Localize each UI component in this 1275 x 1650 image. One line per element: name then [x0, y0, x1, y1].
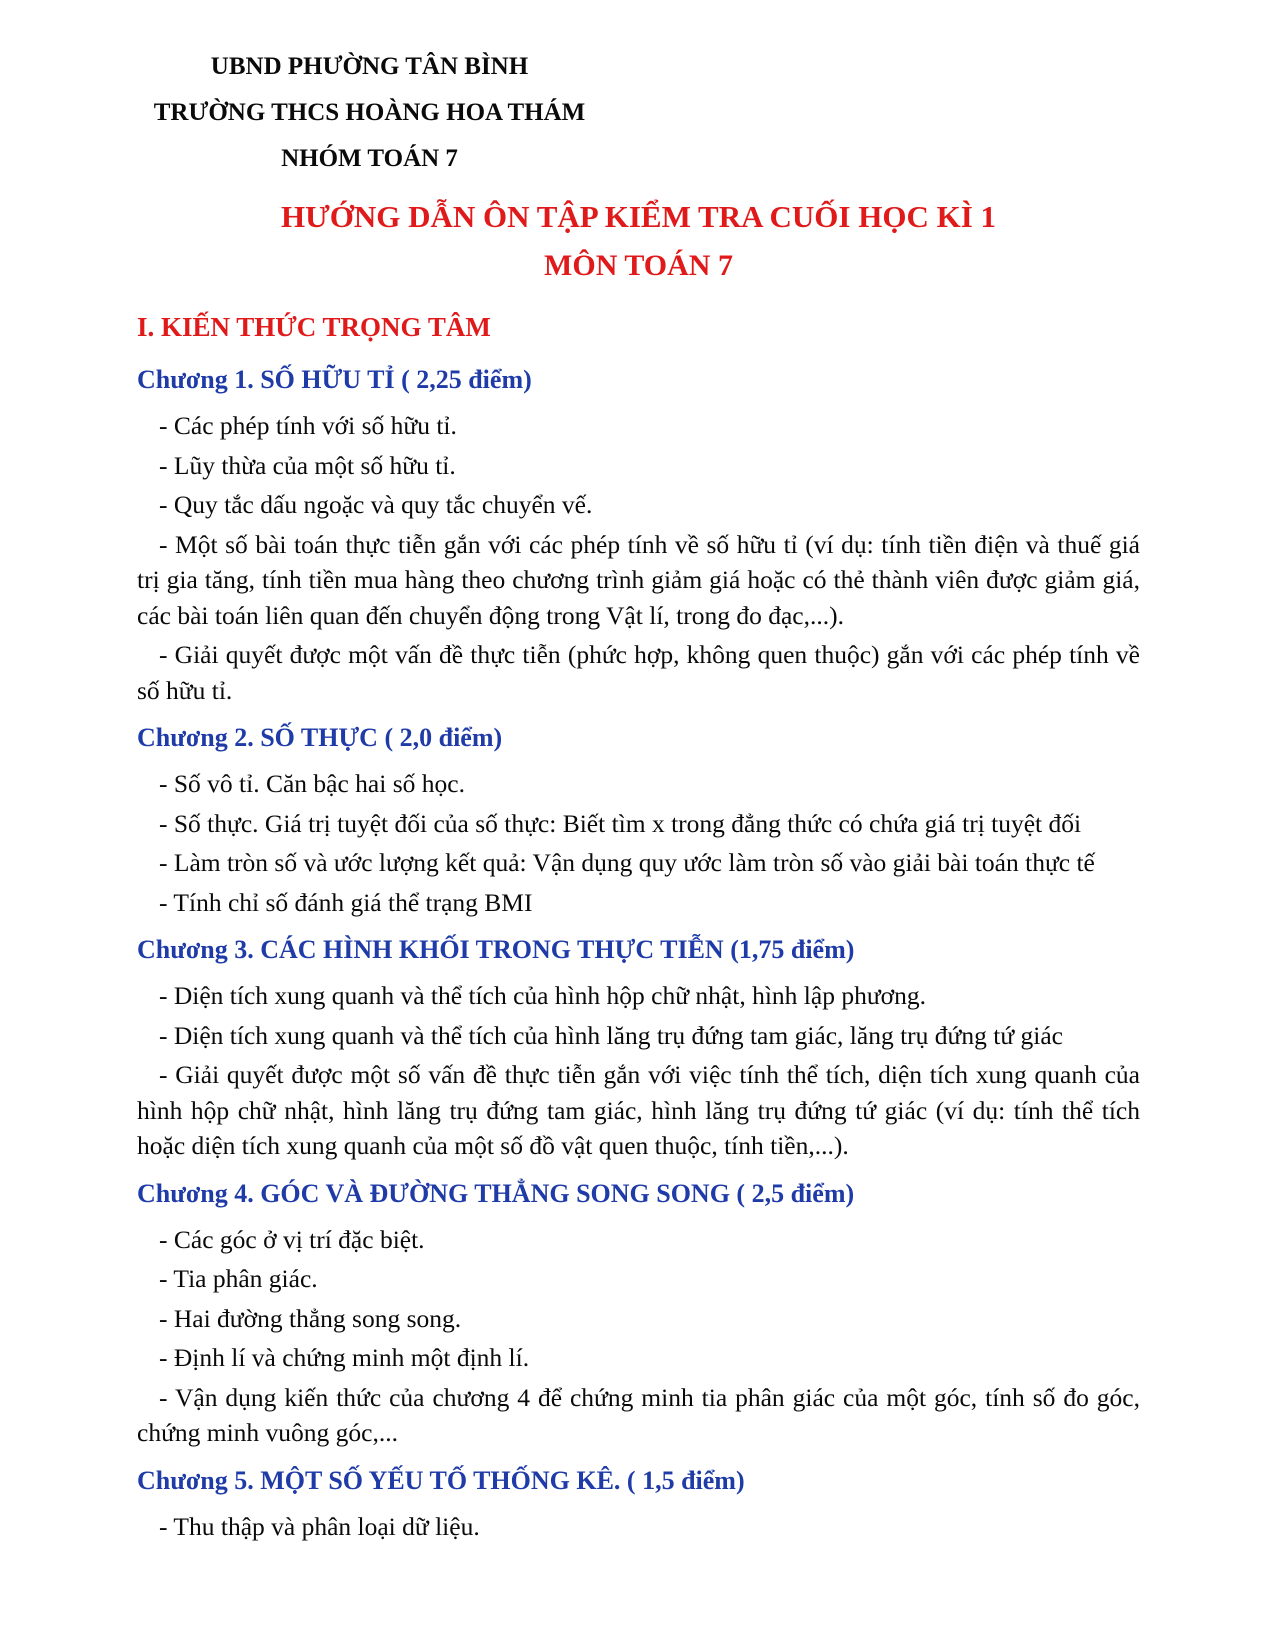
chapter-1-item: - Lũy thừa của một số hữu tỉ.: [159, 450, 456, 480]
chapter-1-item: - Quy tắc dấu ngoặc và quy tắc chuyển vế.: [159, 490, 593, 519]
chapter-4-item: - Tia phân giác.: [159, 1264, 318, 1293]
chapter-4-heading: Chương 4. GÓC VÀ ĐƯỜNG THẲNG SONG SONG ( 2,5 điểm): [137, 1178, 855, 1208]
chapter-4: [137, 1172, 1140, 1451]
document-subtitle: MÔN TOÁN 7: [544, 249, 733, 282]
chapter-1: [137, 358, 1140, 708]
chapter-2-item: - Tính chỉ số đánh giá thể trạng BMI: [159, 887, 533, 917]
chapter-4-item: - Định lí và chứng minh một định lí.: [159, 1343, 530, 1372]
chapter-2-item: - Làm tròn số và ước lượng kết quả: Vận dụng quy ước làm tròn số vào giải bài toán thực tế: [159, 848, 1095, 877]
chapter-4-item: - Các góc ở vị trí đặc biệt.: [159, 1224, 425, 1254]
chapter-2-item: - Số thực. Giá trị tuyệt đối của số thực: Biết tìm x trong đẳng thức có chứa giá trị tuyệt đối: [159, 808, 1082, 838]
chapter-3: [137, 928, 1140, 1164]
chapter-1-item: - Các phép tính với số hữu tỉ.: [159, 411, 457, 440]
chapter-3-item: - Giải quyết được một số vấn đề thực tiễn gắn với việc tính thể tích, diện tích xung quanh của hình hộp chữ nhật, hình lăng trụ đứng tam giác, hình lăng trụ đứng tứ giác (ví dụ: tính thể tích hoặc diện tích xung quanh của một số đồ vật quen thuộc, tính tiền,...).: [137, 1060, 1140, 1160]
chapter-5: [137, 1459, 1140, 1545]
chapter-4-item: - Hai đường thẳng song song.: [159, 1303, 462, 1333]
header-org-line: UBND PHƯỜNG TÂN BÌNH: [210, 53, 529, 80]
chapter-2-item: - Số vô tỉ. Căn bậc hai số học.: [159, 769, 465, 798]
chapter-3-item: - Diện tích xung quanh và thể tích của hình hộp chữ nhật, hình lập phương.: [159, 981, 927, 1010]
chapter-1-item: - Một số bài toán thực tiễn gắn với các phép tính về số hữu tỉ (ví dụ: tính tiền điện và thuế giá trị gia tăng, tính tiền mua hàng theo chương trình giảm giá hoặc có thẻ thành viên được giảm giá, các bài toán liên quan đến chuyển động trong Vật lí, trong đo đạc,...).: [137, 529, 1140, 630]
document-title: HƯỚNG DẪN ÔN TẬP KIỂM TRA CUỐI HỌC KÌ 1: [280, 199, 997, 234]
document-header: [137, 44, 602, 182]
chapter-1-item: - Giải quyết được một vấn đề thực tiễn (phức hợp, không quen thuộc) gắn với các phép tính về số hữu tỉ.: [137, 640, 1140, 705]
chapter-2: [137, 716, 1140, 920]
chapter-4-item: - Vận dụng kiến thức của chương 4 để chứng minh tia phân giác của một góc, tính số đo góc, chứng minh vuông góc,...: [137, 1382, 1140, 1447]
chapter-3-item: - Diện tích xung quanh và thể tích của hình lăng trụ đứng tam giác, lăng trụ đứng tứ giác: [159, 1020, 1063, 1050]
chapter-5-item: - Thu thập và phân loại dữ liệu.: [159, 1511, 480, 1541]
header-group-line: NHÓM TOÁN 7: [281, 145, 458, 172]
section-heading-knowledge: I. KIẾN THỨC TRỌNG TÂM: [137, 312, 491, 342]
chapter-1-heading: Chương 1. SỐ HỮU TỈ ( 2,25 điểm): [137, 365, 532, 394]
header-school-line: TRƯỜNG THCS HOÀNG HOA THÁM: [153, 99, 586, 126]
chapter-5-heading: Chương 5. MỘT SỐ YẾU TỐ THỐNG KÊ. ( 1,5 điểm): [137, 1465, 745, 1495]
chapter-2-heading: Chương 2. SỐ THỰC ( 2,0 điểm): [137, 723, 503, 752]
chapter-3-heading: Chương 3. CÁC HÌNH KHỐI TRONG THỰC TIỄN (1,75 điểm): [137, 935, 855, 964]
